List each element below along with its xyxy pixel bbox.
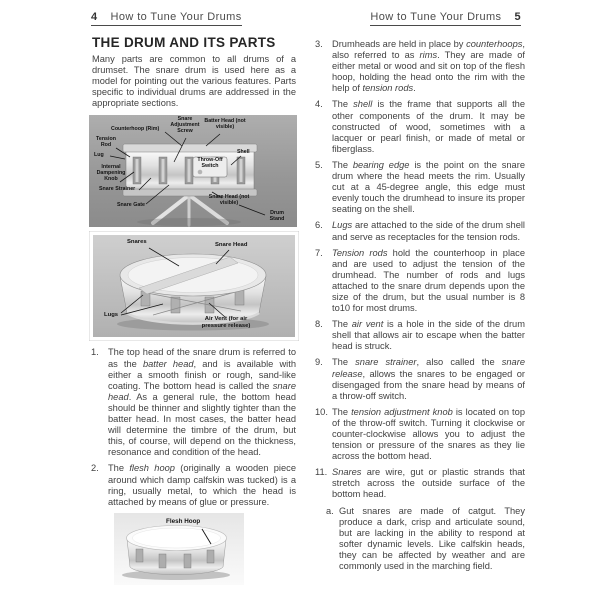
figure-label-internal-dampening-knob: Internal Dampening Knob <box>96 164 126 183</box>
figure-label-snares: Snares <box>127 239 147 246</box>
figure-label-counterhoop: Counterhoop (Rim) <box>111 126 160 133</box>
item-text: The top head of the snare drum is referred to as the batter head, and is available with either a smooth finish or rough, sand-like coating. The bottom head is called the snare head. As a general rule, the bottom head should be thinner and slightly tighter than the batter head. In most cases, the batter head will determine the timbre of the drum, but this, of course, will depend on the thickness, resonance and condition of the head. <box>108 347 296 458</box>
list-item-9 <box>315 357 525 401</box>
subitem-text: Gut snares are made of catgut. They produce a dark, crisp and articulate sound, but are lacking in the ability to respond at softer dynamic levels. Like calfskin heads, they can be affected by weather and are commonly used in the marching field. <box>339 505 525 572</box>
figure-label-snare-head-hidden: Snare Head (not visible) <box>208 194 250 207</box>
item-text: The shell is the frame that supports all the other components of the drum. It may be constructed of wood, sometimes with a lacquer or pearl finish, or made of metal or fiberglass. <box>332 99 525 154</box>
snare-drum-photo-illustration <box>89 231 299 341</box>
list-item-3 <box>315 39 525 94</box>
figure-label-lugs: Lugs <box>104 312 119 319</box>
running-head-right <box>370 11 521 26</box>
item-text: The flesh hoop (originally a wooden piece around which damp calfskin was tucked) is a ring, usually metal, to which the head is attached by means of glue or pressure. <box>108 463 296 507</box>
figure-label-snare-strainer: Snare Strainer <box>99 186 136 193</box>
subitem-letter: a. <box>326 505 334 516</box>
item-text: Lugs are attached to the side of the drum shell and serve as receptacles for the tension rods. <box>332 220 525 242</box>
list-item-10 <box>315 407 525 462</box>
figure-label-flesh-hoop: Flesh Hoop <box>166 517 201 525</box>
figure-label-lug: Lug <box>94 152 104 159</box>
running-head-title: How to Tune Your Drums <box>370 11 502 23</box>
list-item-6 <box>315 220 525 242</box>
list-item-7 <box>315 248 525 315</box>
item-text: The bearing edge is the point on the snare drum where the head meets the rim. Usually cut at a 45-degree angle, this edge must evenly touch the drumhead to insure its proper seating on the shell. <box>332 159 525 215</box>
figure-label-air-vent: Air Vent (for air pressure release) <box>201 316 251 330</box>
running-head-left <box>91 11 242 26</box>
item-number: 6. <box>315 220 323 231</box>
figure-flesh-hoop-photo <box>114 513 244 585</box>
figure-label-snare-head: Snare Head <box>215 242 248 249</box>
item-number: 10. <box>315 406 328 417</box>
item-text: The snare strainer, also called the snare release, allows the snares to be engaged or disengaged from the snare head by means of a throw-off switch. <box>332 357 525 401</box>
figure-label-snare-gate: Snare Gate <box>117 202 145 209</box>
running-head-title: How to Tune Your Drums <box>110 11 242 23</box>
figure-snare-drum-photo <box>89 231 299 341</box>
figure-snare-side-view <box>89 115 297 227</box>
item-text: Drumheads are held in place by counterhoops, also referred to as rims. They are made of either metal or wood and sit on top of the flesh hoop, holding the head onto the rim with the help of tension rods. <box>332 39 525 94</box>
figure-label-shell: Shell <box>237 149 250 156</box>
item-text: Snares are wire, gut or plastic strands that stretch across the outside surface of the bottom head. <box>332 467 525 500</box>
item-number: 8. <box>315 319 323 330</box>
list-item-8 <box>315 319 525 352</box>
figure-label-batter-head: Batter Head (not visible) <box>204 118 246 131</box>
item-number: 11. <box>315 467 328 478</box>
page-left-column <box>91 35 296 585</box>
figure-label-snare-adjustment-screw: Snare Adjustment Screw <box>170 116 200 135</box>
list-item-5 <box>315 160 525 215</box>
item-number: 1. <box>91 347 99 358</box>
figure-label-tension-rod: Tension Rod <box>96 136 116 149</box>
list-item-11 <box>315 467 525 500</box>
list-item-1 <box>91 347 296 458</box>
list-item-2 <box>91 463 296 507</box>
item-number: 9. <box>315 357 323 368</box>
item-text: The air vent is a hole in the side of the drum shell that allows air to escape when the batter head is struck. <box>332 319 525 352</box>
page-number-right: 5 <box>514 11 521 23</box>
item-number: 7. <box>315 247 323 258</box>
list-item-4 <box>315 99 525 154</box>
item-number: 4. <box>315 99 323 110</box>
item-number: 3. <box>315 39 323 49</box>
intro-paragraph: Many parts are common to all drums of a drumset. The snare drum is used here as a model for pointing out the various features. Parts specific to individual drums are addressed in the appropriate sections. <box>92 54 296 109</box>
item-text: Tension rods hold the counterhoop in place and are used to adjust the tension of the drumhead. The number of rods and lugs attached to the snare drum depends upon the size of the drum, but the usual number is 8 to10 for most drums. <box>332 247 525 314</box>
page-right-column <box>315 39 525 577</box>
item-number: 2. <box>91 463 99 474</box>
item-number: 5. <box>315 159 323 170</box>
list-subitem-11a <box>326 506 525 573</box>
page-number-left: 4 <box>91 11 98 23</box>
section-title: THE DRUM AND ITS PARTS <box>92 35 276 50</box>
item-text: The tension adjustment knob is located on top of the throw-off switch. Turning it clockwise or counter-clockwise allows you to adjust the tension or pressure of the snares as they lie across the bottom head. <box>332 406 525 462</box>
figure-label-throw-off-switch: Throw-Off Switch <box>197 157 223 170</box>
figure-label-drum-stand: Drum Stand <box>269 210 285 223</box>
